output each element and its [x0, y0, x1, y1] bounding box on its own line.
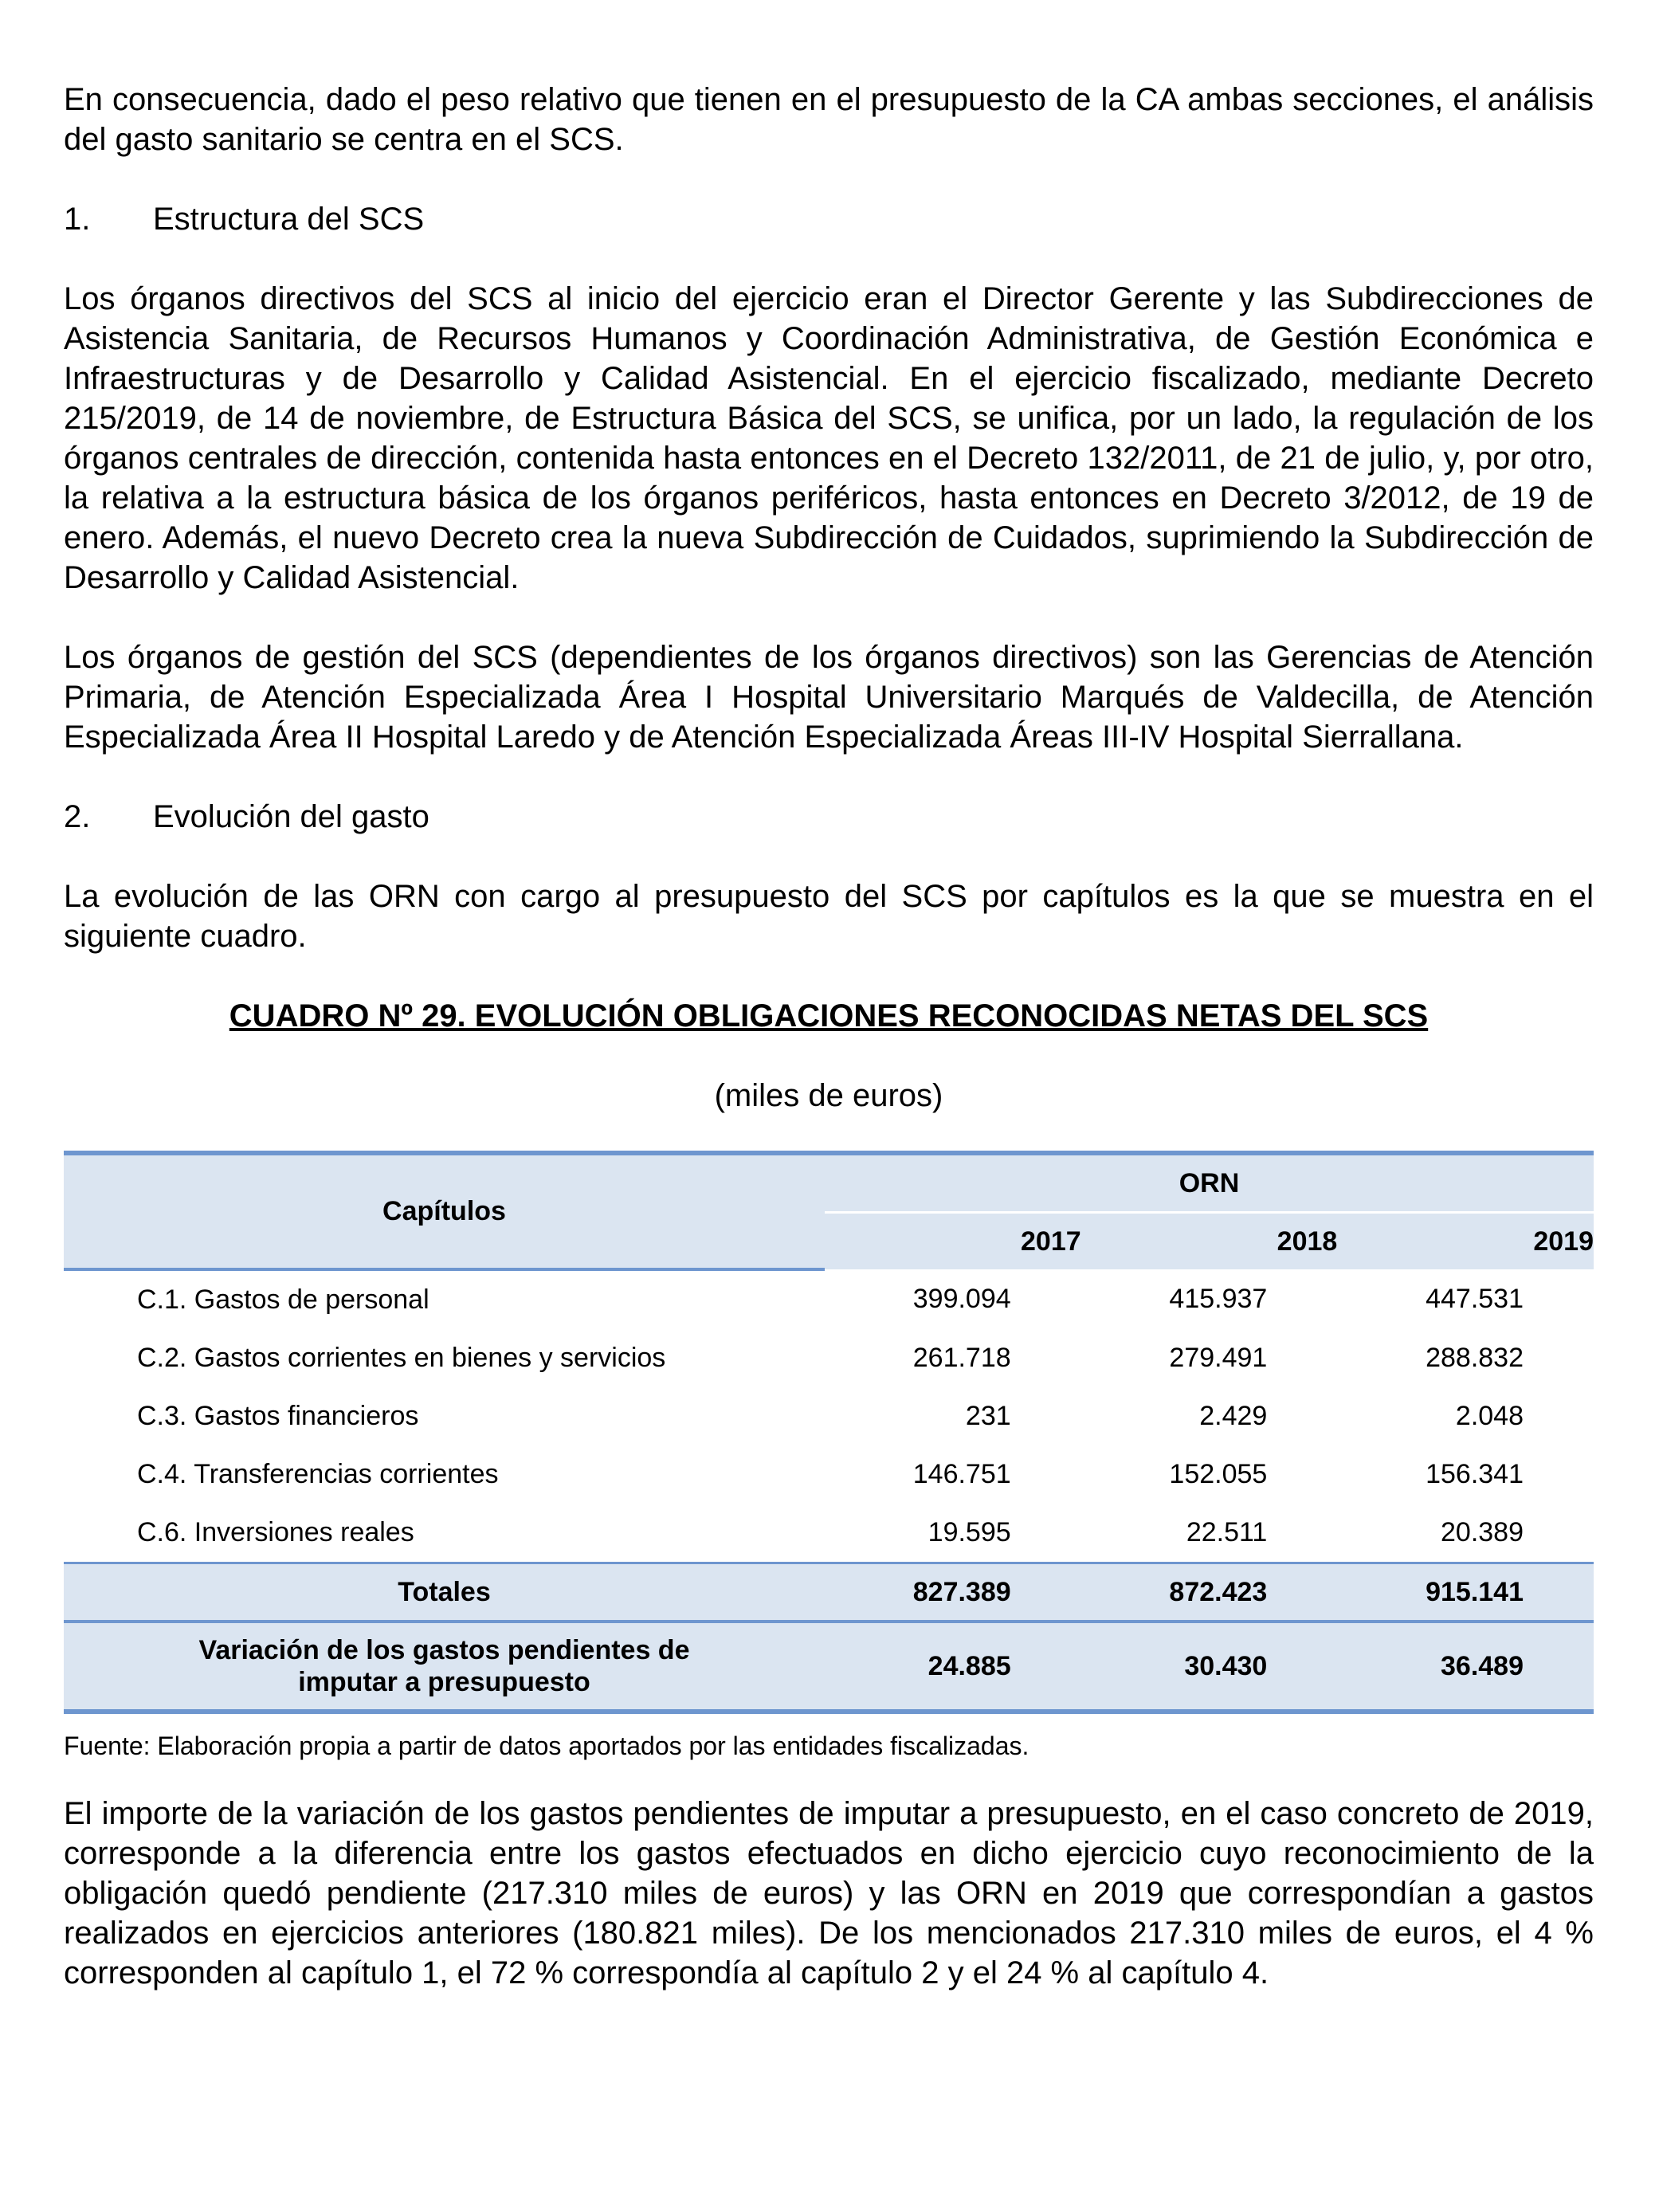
- row-label: C.2. Gastos corrientes en bienes y servicios: [64, 1329, 825, 1387]
- paragraph-organos-gestion: Los órganos de gestión del SCS (dependientes de los órganos directivos) son las Gerencias de Atención Primaria, de Atención Especializada Área I Hospital Universitario Marqués de Valdecilla, de Atención Especializada Área II Hospital Laredo y de Atención Especializada Áreas III-IV Hospital Sierrallana.: [64, 640, 1594, 755]
- table-row: [64, 1504, 1594, 1563]
- section-heading-2: [64, 797, 1594, 837]
- variation-value: 36.489: [1337, 1622, 1594, 1712]
- header-year: 2017: [825, 1213, 1081, 1270]
- section-number: 2.: [64, 799, 91, 834]
- cell-value: 146.751: [825, 1445, 1081, 1504]
- table-row: [64, 1445, 1594, 1504]
- header-orn: ORN: [825, 1153, 1594, 1213]
- paragraph-intro: En consecuencia, dado el peso relativo que tienen en el presupuesto de la CA ambas secciones, el análisis del gasto sanitario se centra en el SCS.: [64, 82, 1594, 157]
- header-capitulos: Capítulos: [64, 1153, 825, 1269]
- paragraph-importe-variacion: El importe de la variación de los gastos pendientes de imputar a presupuesto, en el caso concreto de 2019, corresponde a la diferencia entre los gastos efectuados en dicho ejercicio cuyo reconocimiento de la obligación quedó pendiente (217.310 miles de euros) y las ORN en 2019 que correspondían a gastos realizados en ejercicios anteriores (180.821 miles). De los mencionados 217.310 miles de euros, el 4 % corresponden al capítulo 1, el 72 % correspondía al capítulo 2 y el 24 % al capítulo 4.: [64, 1796, 1594, 1990]
- orn-table: [64, 1151, 1594, 1714]
- section-heading-1: [64, 199, 1594, 239]
- variation-label-line1: Variación de los gastos pendientes de: [198, 1635, 690, 1665]
- totals-row: [64, 1563, 1594, 1622]
- cell-value: 20.389: [1337, 1504, 1594, 1563]
- table-title: CUADRO Nº 29. EVOLUCIÓN OBLIGACIONES RECONOCIDAS NETAS DEL SCS: [229, 998, 1429, 1033]
- table-subtitle: (miles de euros): [714, 1078, 943, 1113]
- header-year: 2018: [1081, 1213, 1338, 1270]
- cell-value: 231: [825, 1387, 1081, 1445]
- cell-value: 156.341: [1337, 1445, 1594, 1504]
- section-number: 1.: [64, 202, 91, 237]
- cell-value: 152.055: [1081, 1445, 1338, 1504]
- section-title: Estructura del SCS: [153, 202, 425, 237]
- cell-value: 279.491: [1081, 1329, 1338, 1387]
- variation-value: 24.885: [825, 1622, 1081, 1712]
- section-title: Evolución del gasto: [153, 799, 429, 834]
- cell-value: 19.595: [825, 1504, 1081, 1563]
- cell-value: 261.718: [825, 1329, 1081, 1387]
- row-label: C.1. Gastos de personal: [64, 1269, 825, 1329]
- table-row: [64, 1269, 1594, 1329]
- totals-label: Totales: [64, 1563, 825, 1622]
- cell-value: 399.094: [825, 1269, 1081, 1329]
- table-row: [64, 1329, 1594, 1387]
- variation-value: 30.430: [1081, 1622, 1338, 1712]
- variation-label-line2: imputar a presupuesto: [298, 1667, 590, 1697]
- total-value: 915.141: [1337, 1563, 1594, 1622]
- document-page: [64, 80, 1594, 2033]
- row-label: C.6. Inversiones reales: [64, 1504, 825, 1563]
- header-year: 2019: [1337, 1213, 1594, 1270]
- cell-value: 288.832: [1337, 1329, 1594, 1387]
- table-source: Fuente: Elaboración propia a partir de datos aportados por las entidades fiscalizadas.: [64, 1732, 1029, 1760]
- paragraph-organos-directivos: Los órganos directivos del SCS al inicio del ejercicio eran el Director Gerente y las Subdirecciones de Asistencia Sanitaria, de Recursos Humanos y Coordinación Administrativa, de Gestión Económica e Infraestructuras y de Desarrollo y Calidad Asistencial. En el ejercicio fiscalizado, mediante Decreto 215/2019, de 14 de noviembre, de Estructura Básica del SCS, se unifica, por un lado, la regulación de los órganos centrales de dirección, contenida hasta entonces en el Decreto 132/2011, de 21 de julio, y, por otro, la relativa a la estructura básica de los órganos periféricos, hasta entonces en Decreto 3/2012, de 19 de enero. Además, el nuevo Decreto crea la nueva Subdirección de Cuidados, suprimiendo la Subdirección de Desarrollo y Calidad Asistencial.: [64, 281, 1594, 595]
- cell-value: 22.511: [1081, 1504, 1338, 1563]
- paragraph-evolucion: La evolución de las ORN con cargo al presupuesto del SCS por capítulos es la que se muestra en el siguiente cuadro.: [64, 879, 1594, 954]
- variation-label: [64, 1622, 825, 1712]
- row-label: C.3. Gastos financieros: [64, 1387, 825, 1445]
- total-value: 872.423: [1081, 1563, 1338, 1622]
- variation-row: [64, 1622, 1594, 1712]
- cell-value: 2.048: [1337, 1387, 1594, 1445]
- table-row: [64, 1387, 1594, 1445]
- cell-value: 2.429: [1081, 1387, 1338, 1445]
- total-value: 827.389: [825, 1563, 1081, 1622]
- cell-value: 447.531: [1337, 1269, 1594, 1329]
- row-label: C.4. Transferencias corrientes: [64, 1445, 825, 1504]
- cell-value: 415.937: [1081, 1269, 1338, 1329]
